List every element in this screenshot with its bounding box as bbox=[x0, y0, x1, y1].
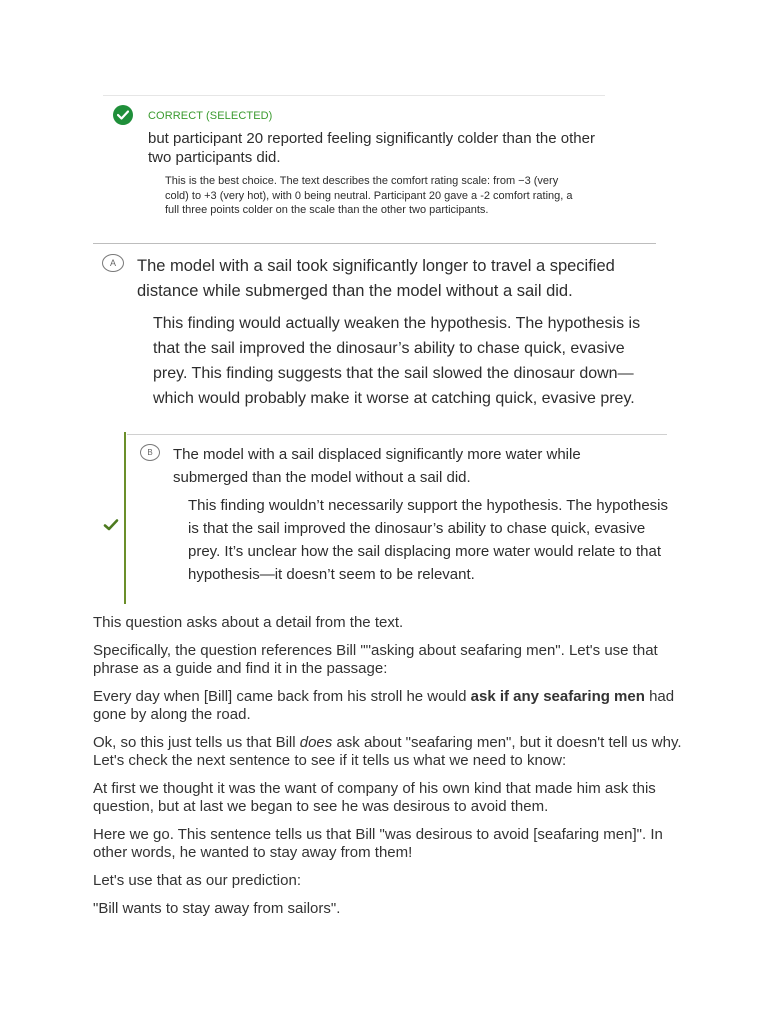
correct-status-label: CORRECT (SELECTED) bbox=[148, 110, 273, 122]
correct-answer-text: but participant 20 reported feeling significantly colder than the other two participants did. bbox=[148, 130, 595, 166]
prediction-text: "Bill wants to stay away from sailors". bbox=[93, 900, 341, 917]
option-b-answer-text: The model with a sail displaced significantly more water while submerged than the model without a sail did. bbox=[173, 446, 581, 486]
explanation-paragraph-3 bbox=[93, 734, 683, 770]
correct-indicator-bar bbox=[124, 432, 126, 604]
passage-quote-1-bold: ask if any seafaring men bbox=[470, 688, 645, 705]
passage-quote-2: At first we thought it was the want of company of his own kind that made him ask this question, but at last we began to see he was desirous to avoid them. bbox=[93, 780, 656, 815]
option-b-letter-circle[interactable] bbox=[140, 444, 160, 461]
correct-answer-explanation: This is the best choice. The text describes the comfort rating scale: from −3 (very cold) to +3 (very hot), with 0 being neutral. Participant 20 gave a -2 comfort rating, a full three points colder on the scale than the other two participants. bbox=[165, 175, 573, 216]
passage-quote-1-end: had gone by along the road. bbox=[93, 688, 675, 723]
divider-option-b bbox=[127, 434, 667, 435]
explanation-paragraph-3-italic: does bbox=[299, 734, 333, 751]
option-a-letter-circle[interactable] bbox=[102, 254, 124, 272]
explanation-paragraph-1: This question asks about a detail from the text. bbox=[93, 614, 404, 631]
option-a-answer-text: The model with a sail took significantly longer to travel a specified distance while submerged than the model without a sail did. bbox=[137, 257, 615, 300]
divider-top bbox=[103, 95, 605, 96]
explanation-paragraph-3-start: Ok, so this just tells us that Bill bbox=[93, 734, 300, 751]
checkmark-icon bbox=[103, 518, 119, 532]
divider-after-correct bbox=[93, 243, 656, 244]
explanation-paragraph-3-end: ask about "seafaring men", but it doesn't tell us why. Let's check the next sentence to see if it tells us what we need to know: bbox=[93, 734, 682, 769]
option-b-letter: B bbox=[147, 448, 153, 457]
option-a-explanation: This finding would actually weaken the hypothesis. The hypothesis is that the sail improved the dinosaur’s ability to chase quick, evasive prey. This finding suggests that the sail slowed the dinosaur down—which would probably make it worse at catching quick, evasive prey. bbox=[153, 315, 641, 407]
check-circle-icon bbox=[113, 105, 133, 125]
option-a-letter: A bbox=[109, 258, 116, 268]
explanation-paragraph-4: Here we go. This sentence tells us that Bill "was desirous to avoid [seafaring men]". In other words, he wanted to stay away from them! bbox=[93, 826, 663, 861]
explanation-paragraph-2: Specifically, the question references Bill ""asking about seafaring men". Let's use that phrase as a guide and find it in the passage: bbox=[93, 642, 658, 677]
option-b-explanation: This finding wouldn’t necessarily support the hypothesis. The hypothesis is that the sail improved the dinosaur’s ability to chase quick, evasive prey. It’s unclear how the sail displacing more water would relate to that hypothesis—it doesn’t seem to be relevant. bbox=[188, 497, 668, 583]
explanation-paragraph-5: Let's use that as our prediction: bbox=[93, 872, 301, 889]
passage-quote-1 bbox=[93, 688, 683, 724]
passage-quote-1-start: Every day when [Bill] came back from his stroll he would bbox=[93, 688, 471, 705]
